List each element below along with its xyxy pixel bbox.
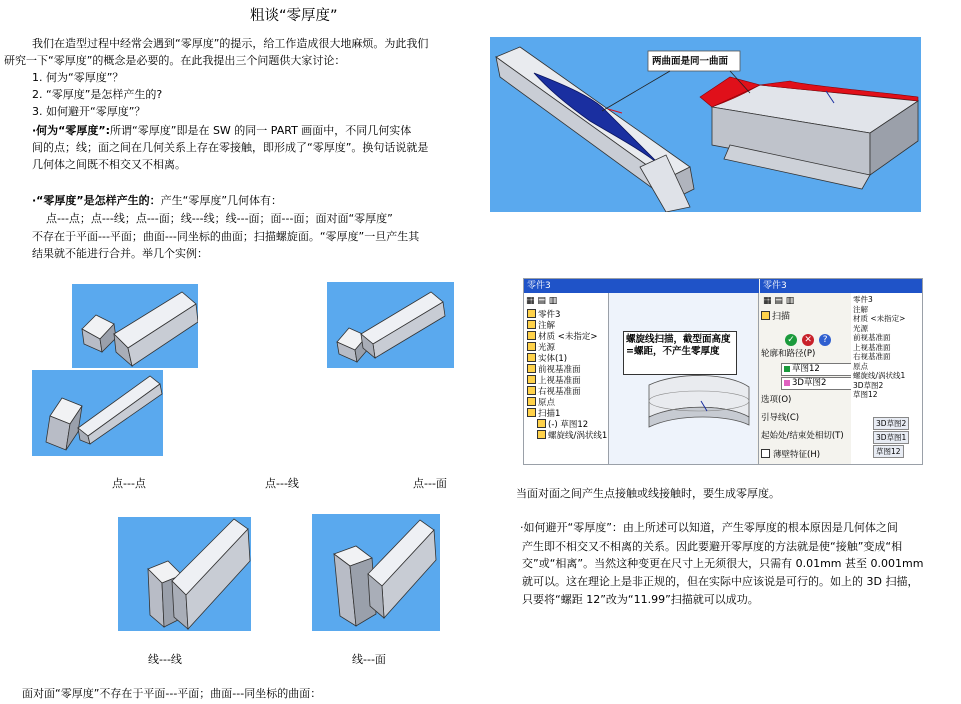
intro-line: 研究一下“零厚度”的概念是必要的。在此我提出三个问题供大家讨论：: [4, 54, 346, 67]
figure-point-point: [72, 284, 198, 368]
pm-section-options[interactable]: 选项(O): [761, 395, 792, 405]
question-1: 1. 何为“零厚度”？: [32, 71, 124, 84]
figure-line-line: [118, 517, 251, 631]
path-color-icon: [784, 380, 790, 386]
sw-property-manager: [758, 293, 851, 464]
profile-field[interactable]: 草图12: [781, 363, 853, 376]
tree-item[interactable]: 原点: [853, 361, 868, 371]
right-caption: 当面对面之间产生点接触或线接触时，要生成零厚度。: [516, 487, 780, 500]
figure-same-surface: [490, 37, 921, 212]
tree-item[interactable]: (-) 草图12: [527, 419, 607, 430]
pm-section-profile-path[interactable]: 轮廓和路径(P): [761, 349, 816, 359]
tree-item[interactable]: 草图12: [853, 390, 878, 399]
section3-line2: 产生即不相交又不相离的关系。因此要避开零厚度的方法就是使“接触”变成“相: [522, 540, 903, 553]
tree-item[interactable]: 上视基准面: [853, 342, 891, 352]
plane-icon: [527, 375, 536, 384]
figure-point-line: [32, 370, 163, 456]
sw-right-tree: [851, 293, 922, 464]
pm-title: 扫描: [761, 311, 847, 323]
pm-section-tangency[interactable]: 起始处/结束处相切(T): [761, 431, 844, 441]
sketch-icon: [537, 419, 546, 428]
path-field[interactable]: 3D草图2: [781, 377, 853, 390]
section3-line1: ·如何避开“零厚度”：由上所述可以知道，产生零厚度的根本原因是几何体之间: [520, 521, 898, 534]
question-3: 3. 如何避开“零厚度”？: [32, 105, 146, 118]
section2-line1: [32, 193, 282, 210]
tree-item[interactable]: 右视基准面: [853, 352, 891, 361]
tree-item[interactable]: 材质 <未指定>: [527, 331, 607, 342]
solid-body-icon: [527, 353, 536, 362]
section2-line3: 不存在于平面---平面；曲面---同坐标的曲面；扫描螺旋面。“零厚度”一旦产生其: [32, 230, 420, 243]
section3-line4: 就可以。这在理论上是非正规的，但在实际中应该说是可行的。如上的 3D 扫描，: [522, 575, 919, 588]
ok-icon[interactable]: ✓: [785, 334, 797, 346]
sw-right-titlebar: 零件3: [760, 279, 922, 293]
helix-icon: [537, 430, 546, 439]
material-icon: [527, 331, 536, 340]
tree-item[interactable]: 材质 <未指定>: [853, 314, 906, 323]
pm-action-buttons: [785, 327, 831, 346]
plane-icon: [527, 386, 536, 395]
pm-toolbar-icons: ▦ ▤ ▥: [763, 296, 795, 306]
part-icon: [527, 309, 536, 318]
tree-item[interactable]: 原点: [527, 397, 607, 408]
tree-item[interactable]: 光源: [853, 323, 868, 333]
figure-line-face: [312, 514, 440, 631]
sketch-tag: 草图12: [873, 445, 904, 458]
sweep-icon: [761, 311, 770, 320]
tree-item[interactable]: 螺旋线/涡状线1: [853, 371, 906, 380]
origin-icon: [527, 397, 536, 406]
pm-section-thin[interactable]: 薄壁特征(H): [761, 449, 820, 461]
section2-line4: 结果就不能进行合并。举几个实例：: [32, 247, 208, 260]
figure-point-face: [327, 282, 454, 368]
sketch-tag: 3D草图2: [873, 417, 909, 430]
tree-item[interactable]: 前视基准面: [853, 333, 891, 342]
help-icon[interactable]: ?: [819, 334, 831, 346]
sw-toolbar-icons: ▦ ▤ ▥: [526, 296, 558, 306]
section2-text: 产生“零厚度”几何体有：: [160, 194, 283, 207]
tree-item[interactable]: 零件3: [527, 309, 607, 320]
surface-callout: 两曲面是同一曲面: [652, 56, 729, 67]
page-title: 粗谈“零厚度”: [250, 8, 338, 24]
sweep-icon: [527, 408, 536, 417]
section1-line2: 间的点；线；面之间在几何关系上存在零接触，即形成了“零厚度”。换句话说就是: [32, 141, 429, 154]
caption-line-line: 线---线: [148, 653, 182, 666]
tree-item[interactable]: 零件3: [853, 295, 873, 304]
tree-item[interactable]: 扫描1: [527, 408, 607, 419]
caption-point-point: 点---点: [112, 477, 146, 490]
profile-color-icon: [784, 366, 790, 372]
sw-window: [523, 278, 923, 465]
annotation-icon: [527, 320, 536, 329]
section1-bullet: ·何为“零厚度”:: [32, 124, 111, 137]
sw-left-titlebar: 零件3: [524, 279, 759, 293]
tree-item[interactable]: 光源: [527, 342, 607, 353]
caption-point-face: 点---面: [413, 477, 447, 490]
bottom-text: 面对面“零厚度”不存在于平面---平面；曲面---同坐标的曲面：: [22, 687, 322, 700]
section3-line3: 交”或“相离”。当然这种变更在尺寸上无须很大，只需有 0.01mm 甚至 0.001mm: [522, 557, 924, 570]
tree-item[interactable]: 螺旋线/涡状线1: [527, 430, 607, 441]
section2-line2: 点---点；点---线；点---面；线---线；线---面；面---面；面对面“零厚度”: [46, 212, 393, 225]
tree-item[interactable]: 注解: [527, 320, 607, 331]
sw-feature-tree: [524, 293, 609, 464]
cancel-icon[interactable]: ✕: [802, 334, 814, 346]
checkbox-icon[interactable]: [761, 449, 770, 458]
tree-item[interactable]: 注解: [853, 304, 868, 314]
sw-model-view[interactable]: [609, 293, 757, 464]
section1-line3: 几何体之间既不相交又不相离。: [32, 158, 186, 171]
intro-line: 我们在造型过程中经常会遇到“零厚度”的提示，给工作造成很大地麻烦。为此我们: [32, 37, 429, 50]
question-2: 2. “零厚度”是怎样产生的?: [32, 88, 163, 101]
section1-text: 所谓“零厚度”即是在 SW 的同一 PART 画面中，不同几何实体: [110, 124, 412, 137]
section3-line5: 只要将“螺距 12”改为“11.99”扫描就可以成功。: [522, 593, 759, 606]
sketch-tag: 3D草图1: [873, 431, 909, 444]
section2-bullet: ·“零厚度”是怎样产生的：: [32, 194, 161, 207]
tree-item[interactable]: 实体(1): [527, 353, 607, 364]
pm-section-guides[interactable]: 引导线(C): [761, 413, 800, 423]
section1-line1: [32, 123, 411, 140]
tree-item[interactable]: 前视基准面: [527, 364, 607, 375]
tree-item[interactable]: 3D草图2: [853, 380, 884, 390]
tree-item[interactable]: 右视基准面: [527, 386, 607, 397]
caption-line-face: 线---面: [352, 653, 386, 666]
tree-item[interactable]: 上视基准面: [527, 375, 607, 386]
caption-point-line: 点---线: [265, 477, 299, 490]
sw-callout: 螺旋线扫描，截型面高度=螺距，不产生零厚度: [623, 331, 737, 375]
light-icon: [527, 342, 536, 351]
plane-icon: [527, 364, 536, 373]
